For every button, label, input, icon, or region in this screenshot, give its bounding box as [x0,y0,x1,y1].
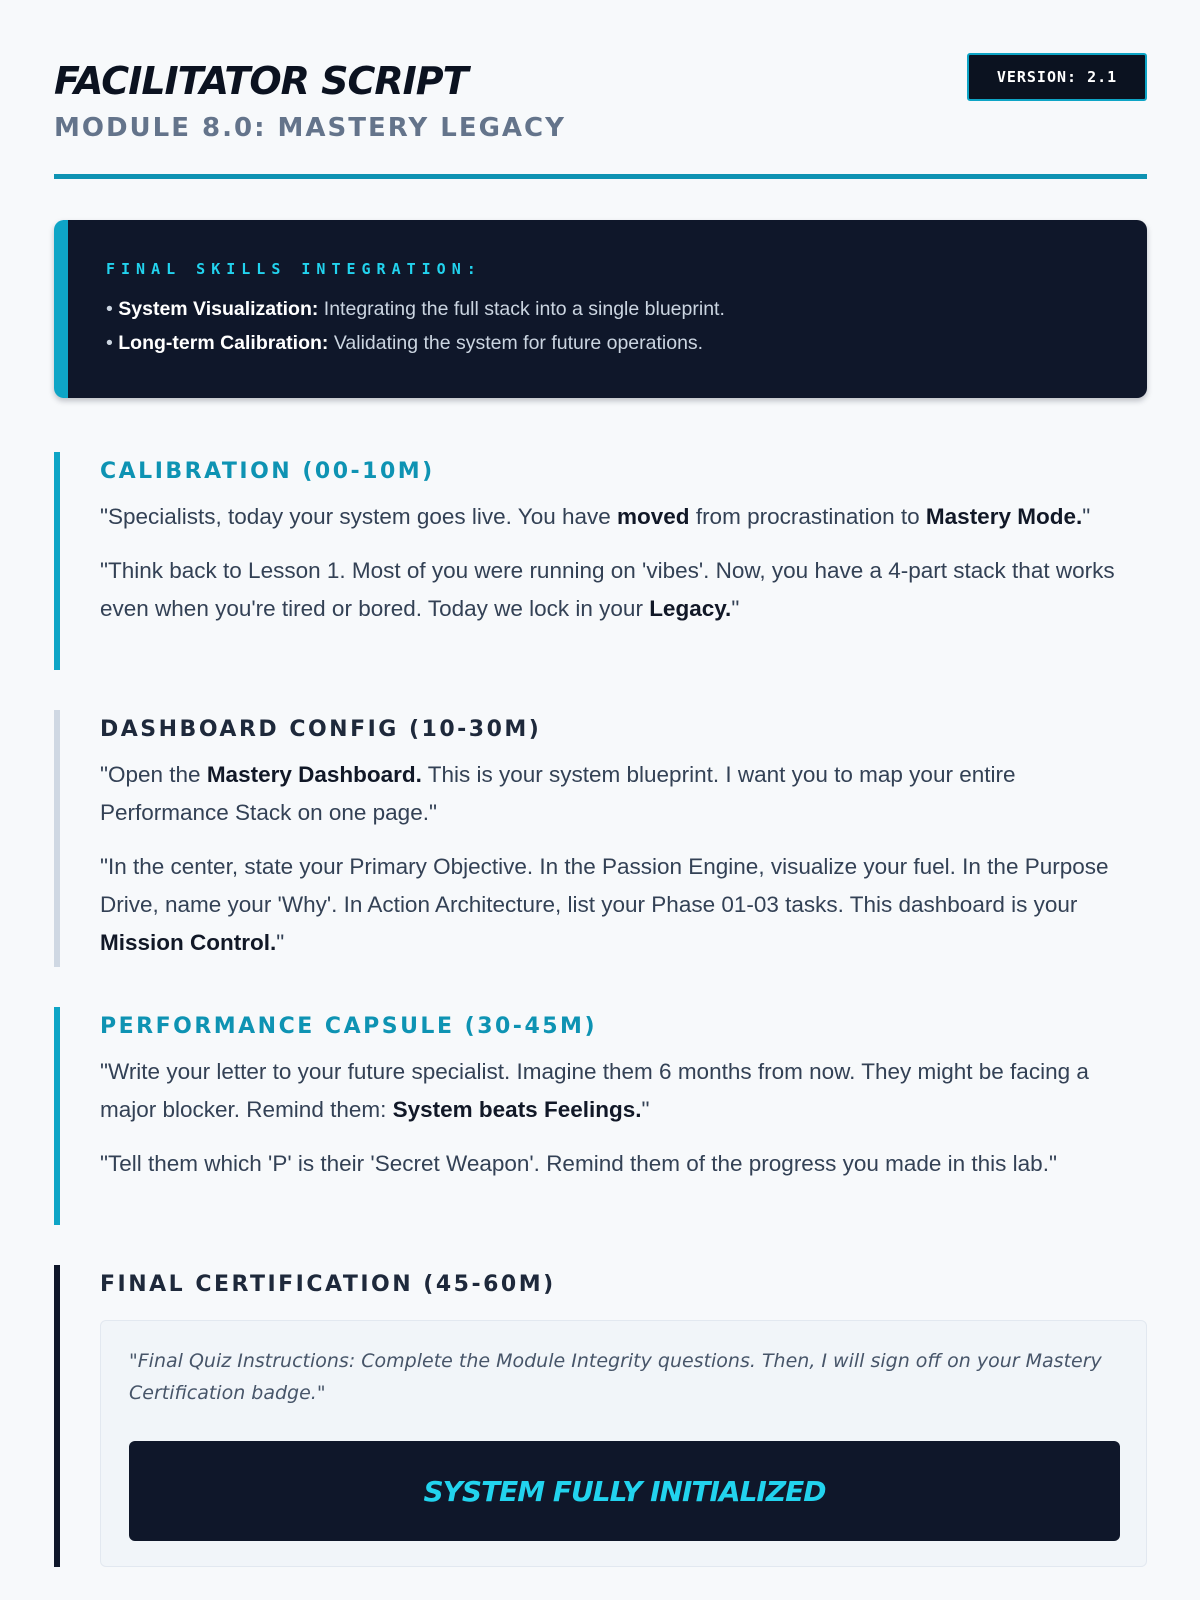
section-accent-bar [54,1007,60,1225]
para-text: "Write your letter to your future specialist. Imagine them 6 months from now. They might be facing a major blocker. Remind them: [100,1059,1089,1122]
script-paragraph [100,848,1147,962]
script-paragraph [100,1053,1147,1129]
skill-label: System Visualization: [118,298,319,320]
page-subtitle: MODULE 8.0: MASTERY LEGACY [54,113,566,143]
skills-integration-item [106,326,1107,360]
para-text: " [731,596,740,621]
section-accent-bar [54,710,60,967]
para-emphasis: Mission Control. [100,930,277,955]
page-title: FACILITATOR SCRIPT [54,59,468,103]
para-emphasis: System beats Feelings. [392,1097,642,1122]
para-emphasis: moved [617,504,690,529]
script-paragraph [100,756,1147,832]
skill-label: Long-term Calibration: [118,332,329,354]
section-title: CALIBRATION (00-10M) [100,459,435,484]
para-emphasis: Mastery Dashboard. [206,762,422,787]
para-text: This is your system blueprint. I want you to map your entire Performance Stack on one page." [100,762,1016,825]
section-performance-capsule [54,1007,1147,1225]
para-emphasis: Mastery Mode. [925,504,1083,529]
para-text: "In the center, state your Primary Objective. In the Passion Engine, visualize your fuel. In the Purpose Drive, name your 'Why'. In Action Architecture, list your Phase 01-03 tasks. This dashboard is your [100,854,1109,917]
para-text: from procrastination to [689,504,926,529]
section-title: DASHBOARD CONFIG (10-30M) [100,717,542,742]
script-paragraph [100,498,1147,536]
section-accent-bar [54,1265,60,1567]
bullet: • [106,298,113,320]
certification-box [100,1320,1147,1567]
section-dashboard-config [54,710,1147,967]
skills-integration-item [106,292,1107,326]
bullet: • [106,332,113,354]
para-text: "Think back to Lesson 1. Most of you were running on 'vibes'. Now, you have a 4-part stack that works even when you're tired or bored. Today we lock in your [100,558,1115,621]
page-header [54,0,1147,178]
skill-text: Validating the system for future operations. [333,332,704,354]
para-emphasis: Legacy. [649,596,732,621]
script-paragraph [100,552,1147,628]
para-text: " [1082,504,1091,529]
system-initialized-banner: SYSTEM FULLY INITIALIZED [129,1441,1120,1541]
version-badge: VERSION: 2.1 [967,53,1147,101]
para-text: "Open the [100,762,207,787]
section-title: FINAL CERTIFICATION (45-60M) [100,1272,556,1297]
section-title: PERFORMANCE CAPSULE (30-45M) [100,1014,598,1039]
section-final-certification [54,1265,1147,1567]
skills-integration-heading: FINAL SKILLS INTEGRATION: [106,260,482,278]
para-text: "Specialists, today your system goes live. You have [100,504,618,529]
section-calibration [54,452,1147,670]
header-divider [54,174,1147,179]
section-accent-bar [54,452,60,670]
facilitator-script-page [54,0,1147,1508]
skills-integration-panel [54,220,1147,398]
para-text: " [641,1097,650,1122]
quiz-instructions-quote: "Final Quiz Instructions: Complete the Module Integrity questions. Then, I will sign off on your Mastery Certification badge." [129,1350,1102,1404]
skill-text: Integrating the full stack into a single blueprint. [323,298,725,320]
script-paragraph: "Tell them which 'P' is their 'Secret Weapon'. Remind them of the progress you made in this lab." [100,1151,1057,1176]
para-text: " [276,930,285,955]
